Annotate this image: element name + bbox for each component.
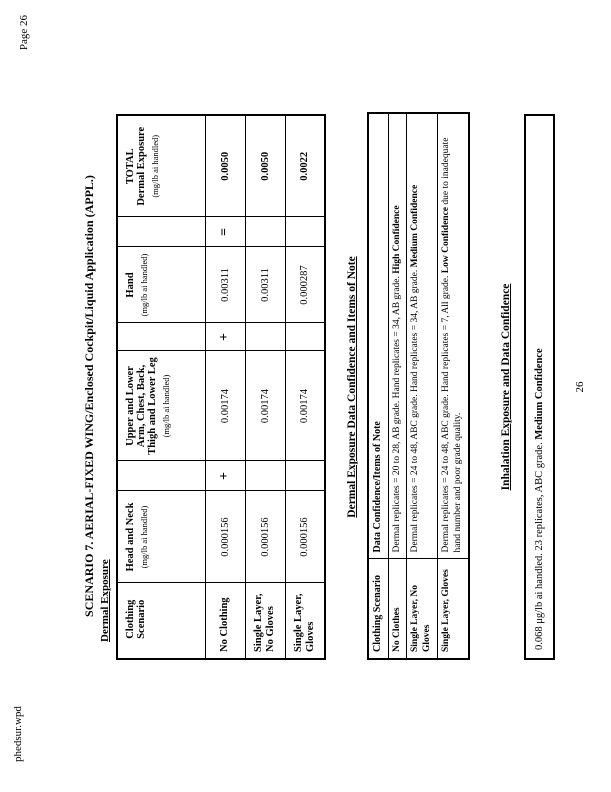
separator-cell bbox=[245, 323, 285, 351]
units-label: (mg/lb ai handled) bbox=[150, 134, 160, 198]
total-title: TOTAL bbox=[125, 148, 136, 185]
row-label: Single Layer, No Gloves bbox=[407, 559, 438, 659]
col-header-clothing-scenario: Clothing Scenario bbox=[117, 583, 205, 659]
total-value: 0.0050 bbox=[205, 115, 245, 217]
separator-cell bbox=[285, 217, 325, 247]
confidence-header-row bbox=[368, 113, 388, 659]
head-neck-value: 0.000156 bbox=[245, 491, 285, 583]
col-header-total bbox=[117, 115, 205, 217]
row-label: No Clothes bbox=[388, 559, 407, 659]
separator-cell bbox=[245, 217, 285, 247]
units-label: (mg/lb ai handled) bbox=[139, 505, 149, 569]
hand-value: 0.00311 bbox=[205, 247, 245, 323]
body-value: 0.00174 bbox=[205, 351, 245, 461]
inhalation-confidence-level: Medium Confidence bbox=[534, 348, 545, 440]
note-text: Dermal replicates = 24 to 48, ABC grade. Hand replicates = 7, All grade. bbox=[441, 275, 452, 553]
col-header-head-neck bbox=[117, 491, 205, 583]
note-text: Dermal replicates = 20 to 28, AB grade. Hand replicates = 34, AB grade. bbox=[391, 276, 402, 553]
row-label: Single Layer, Gloves bbox=[285, 583, 325, 659]
operator-plus: + bbox=[205, 323, 245, 351]
conf-col-header-note: Data Confidence/Items of Note bbox=[368, 113, 388, 559]
dermal-table-header-row bbox=[117, 115, 205, 659]
table-row bbox=[285, 115, 325, 659]
separator-cell bbox=[285, 323, 325, 351]
units-label: (mg/lb ai handled) bbox=[161, 374, 171, 438]
row-label: Single Layer, No Gloves bbox=[245, 583, 285, 659]
dermal-confidence-heading: Dermal Exposure Data Confidence and Items of Note bbox=[346, 256, 358, 518]
total-subtitle: Dermal Exposure bbox=[136, 126, 147, 206]
dermal-confidence-table bbox=[367, 112, 470, 660]
col-header-title: Hand bbox=[125, 272, 136, 298]
separator-header-cell bbox=[117, 217, 205, 247]
note-text: Dermal replicates = 24 to 48, ABC grade. Hand replicates = 34, AB grade. bbox=[410, 269, 421, 553]
separator-cell bbox=[285, 461, 325, 491]
head-neck-value: 0.000156 bbox=[285, 491, 325, 583]
table-row bbox=[388, 113, 407, 659]
separator-cell bbox=[245, 461, 285, 491]
head-neck-value: 0.000156 bbox=[205, 491, 245, 583]
total-value: 0.0050 bbox=[245, 115, 285, 217]
table-row bbox=[438, 113, 469, 659]
hand-value: 0.00311 bbox=[245, 247, 285, 323]
col-header-hand bbox=[117, 247, 205, 323]
confidence-level: Medium Confidence bbox=[410, 184, 421, 268]
row-label: Single Layer, Gloves bbox=[438, 559, 469, 659]
note-suffix: due to inadequate hand number and poor grade quality. bbox=[441, 137, 463, 553]
document-title: SCENARIO 7. AERIAL-FIXED WING/Enclosed Cockpit/Liquid Application (APPL.) bbox=[82, 175, 96, 617]
body-value: 0.00174 bbox=[245, 351, 285, 461]
note-cell bbox=[407, 113, 438, 559]
dermal-exposure-table bbox=[116, 114, 326, 660]
col-header-body-regions bbox=[117, 351, 205, 461]
confidence-level: Low Confidence bbox=[441, 206, 452, 274]
units-label: (mg/lb ai handled) bbox=[139, 253, 149, 317]
confidence-level: High Confidence bbox=[391, 205, 402, 274]
operator-equals: = bbox=[205, 217, 245, 247]
table-row bbox=[205, 115, 245, 659]
note-cell bbox=[388, 113, 407, 559]
filename-label: phedsur.wpd bbox=[12, 706, 24, 762]
col-header-title: Head and Neck bbox=[125, 502, 136, 572]
table-row bbox=[245, 115, 285, 659]
inhalation-text: 0.068 μg/lb ai handled. 23 replicates, ABC grade. bbox=[534, 442, 545, 650]
note-cell bbox=[438, 113, 469, 559]
hand-value: 0.000287 bbox=[285, 247, 325, 323]
body-value: 0.00174 bbox=[285, 351, 325, 461]
operator-plus: + bbox=[205, 461, 245, 491]
dermal-exposure-heading: Dermal Exposure bbox=[99, 559, 111, 642]
page-header-label: Page 26 bbox=[18, 15, 30, 51]
page-number: 26 bbox=[574, 381, 586, 393]
separator-header-cell bbox=[117, 323, 205, 351]
conf-col-header-clothing: Clothing Scenario bbox=[368, 559, 388, 659]
row-label: No Clothing bbox=[205, 583, 245, 659]
inhalation-box bbox=[524, 114, 555, 660]
inhalation-heading: Inhalation Exposure and Data Confidence bbox=[500, 283, 512, 491]
col-header-title: Upper and Lower Arm, Chest, Back, Thigh and Lower Leg bbox=[125, 357, 158, 455]
table-row bbox=[407, 113, 438, 659]
total-value: 0.0022 bbox=[285, 115, 325, 217]
separator-header-cell bbox=[117, 461, 205, 491]
